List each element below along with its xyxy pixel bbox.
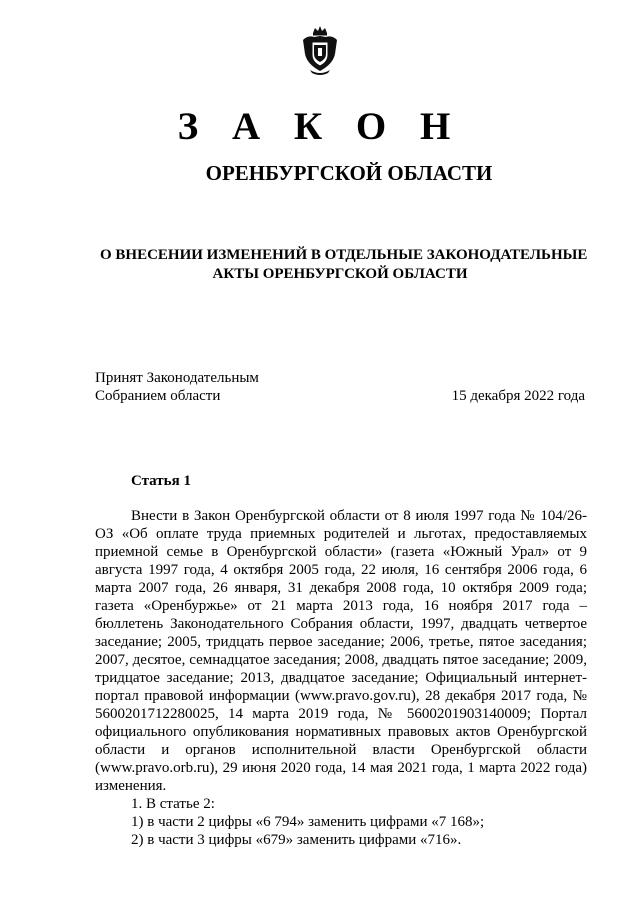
article-paragraph: Внести в Закон Оренбургской области от 8 июля 1997 года № 104/26-ОЗ «Об оплате труда приемных родителей и льготах, предоставляемых приемной семье в Оренбургской области» (газета «Южный Урал» от 9 августа 1997 года, 4 октября 2005 года, 22 июля, 16 сентября 2006 года, 6 марта 2007 года, 26 января, 31 декабря 2008 года, 10 октября 2009 года; газета «Оренбуржье» от 21 марта 2013 года, 16 ноября 2017 года – бюллетень Законодательного Собрания области, 1997, двадцать четвертое заседание; 2005, тридцать первое заседание; 2006, третье, пятое заседания; 2007, десятое, семнадцатое заседания; 2008, двадцать пятое заседание; 2009, тридцатое заседание; 2013, двадцатое заседание; Официальный интернет-портал правовой информации (www.pravo.gov.ru), 28 декабря 2017 года, № 5600201712280025, 14 марта 2019 года, № 5600201903140009; Портал официального опубликования нормативных правовых актов Оренбургской области и органов исполнительной власти Оренбургской области (www.pravo.orb.ru), 29 июня 2020 года, 14 мая 2021 года, 1 марта 2022 года) изменения. <box>95 508 587 794</box>
coat-of-arms-icon <box>300 24 340 76</box>
article-paragraph: 1. В статье 2: <box>131 796 215 812</box>
adopted-by-line: Принят Законодательным <box>95 370 259 386</box>
adopted-by-line: Собранием области <box>95 388 221 404</box>
adopted-by <box>95 369 259 405</box>
law-subject <box>100 246 588 284</box>
adoption-date: 15 декабря 2022 года <box>451 388 585 404</box>
article-paragraph: 2) в части 3 цифры «679» заменить цифрами «716». <box>131 832 462 848</box>
law-subject-line: АКТЫ ОРЕНБУРГСКОЙ ОБЛАСТИ <box>212 266 468 282</box>
law-region: ОРЕНБУРГСКОЙ ОБЛАСТИ <box>205 161 493 185</box>
article-heading: Статья 1 <box>131 473 191 489</box>
article-paragraph: 1) в части 2 цифры «6 794» заменить цифрами «7 168»; <box>131 814 485 830</box>
law-title: З А К О Н <box>177 105 463 148</box>
law-subject-line: О ВНЕСЕНИИ ИЗМЕНЕНИЙ В ОТДЕЛЬНЫЕ ЗАКОНОДАТЕЛЬНЫЕ <box>100 247 588 263</box>
article-body <box>95 507 587 849</box>
